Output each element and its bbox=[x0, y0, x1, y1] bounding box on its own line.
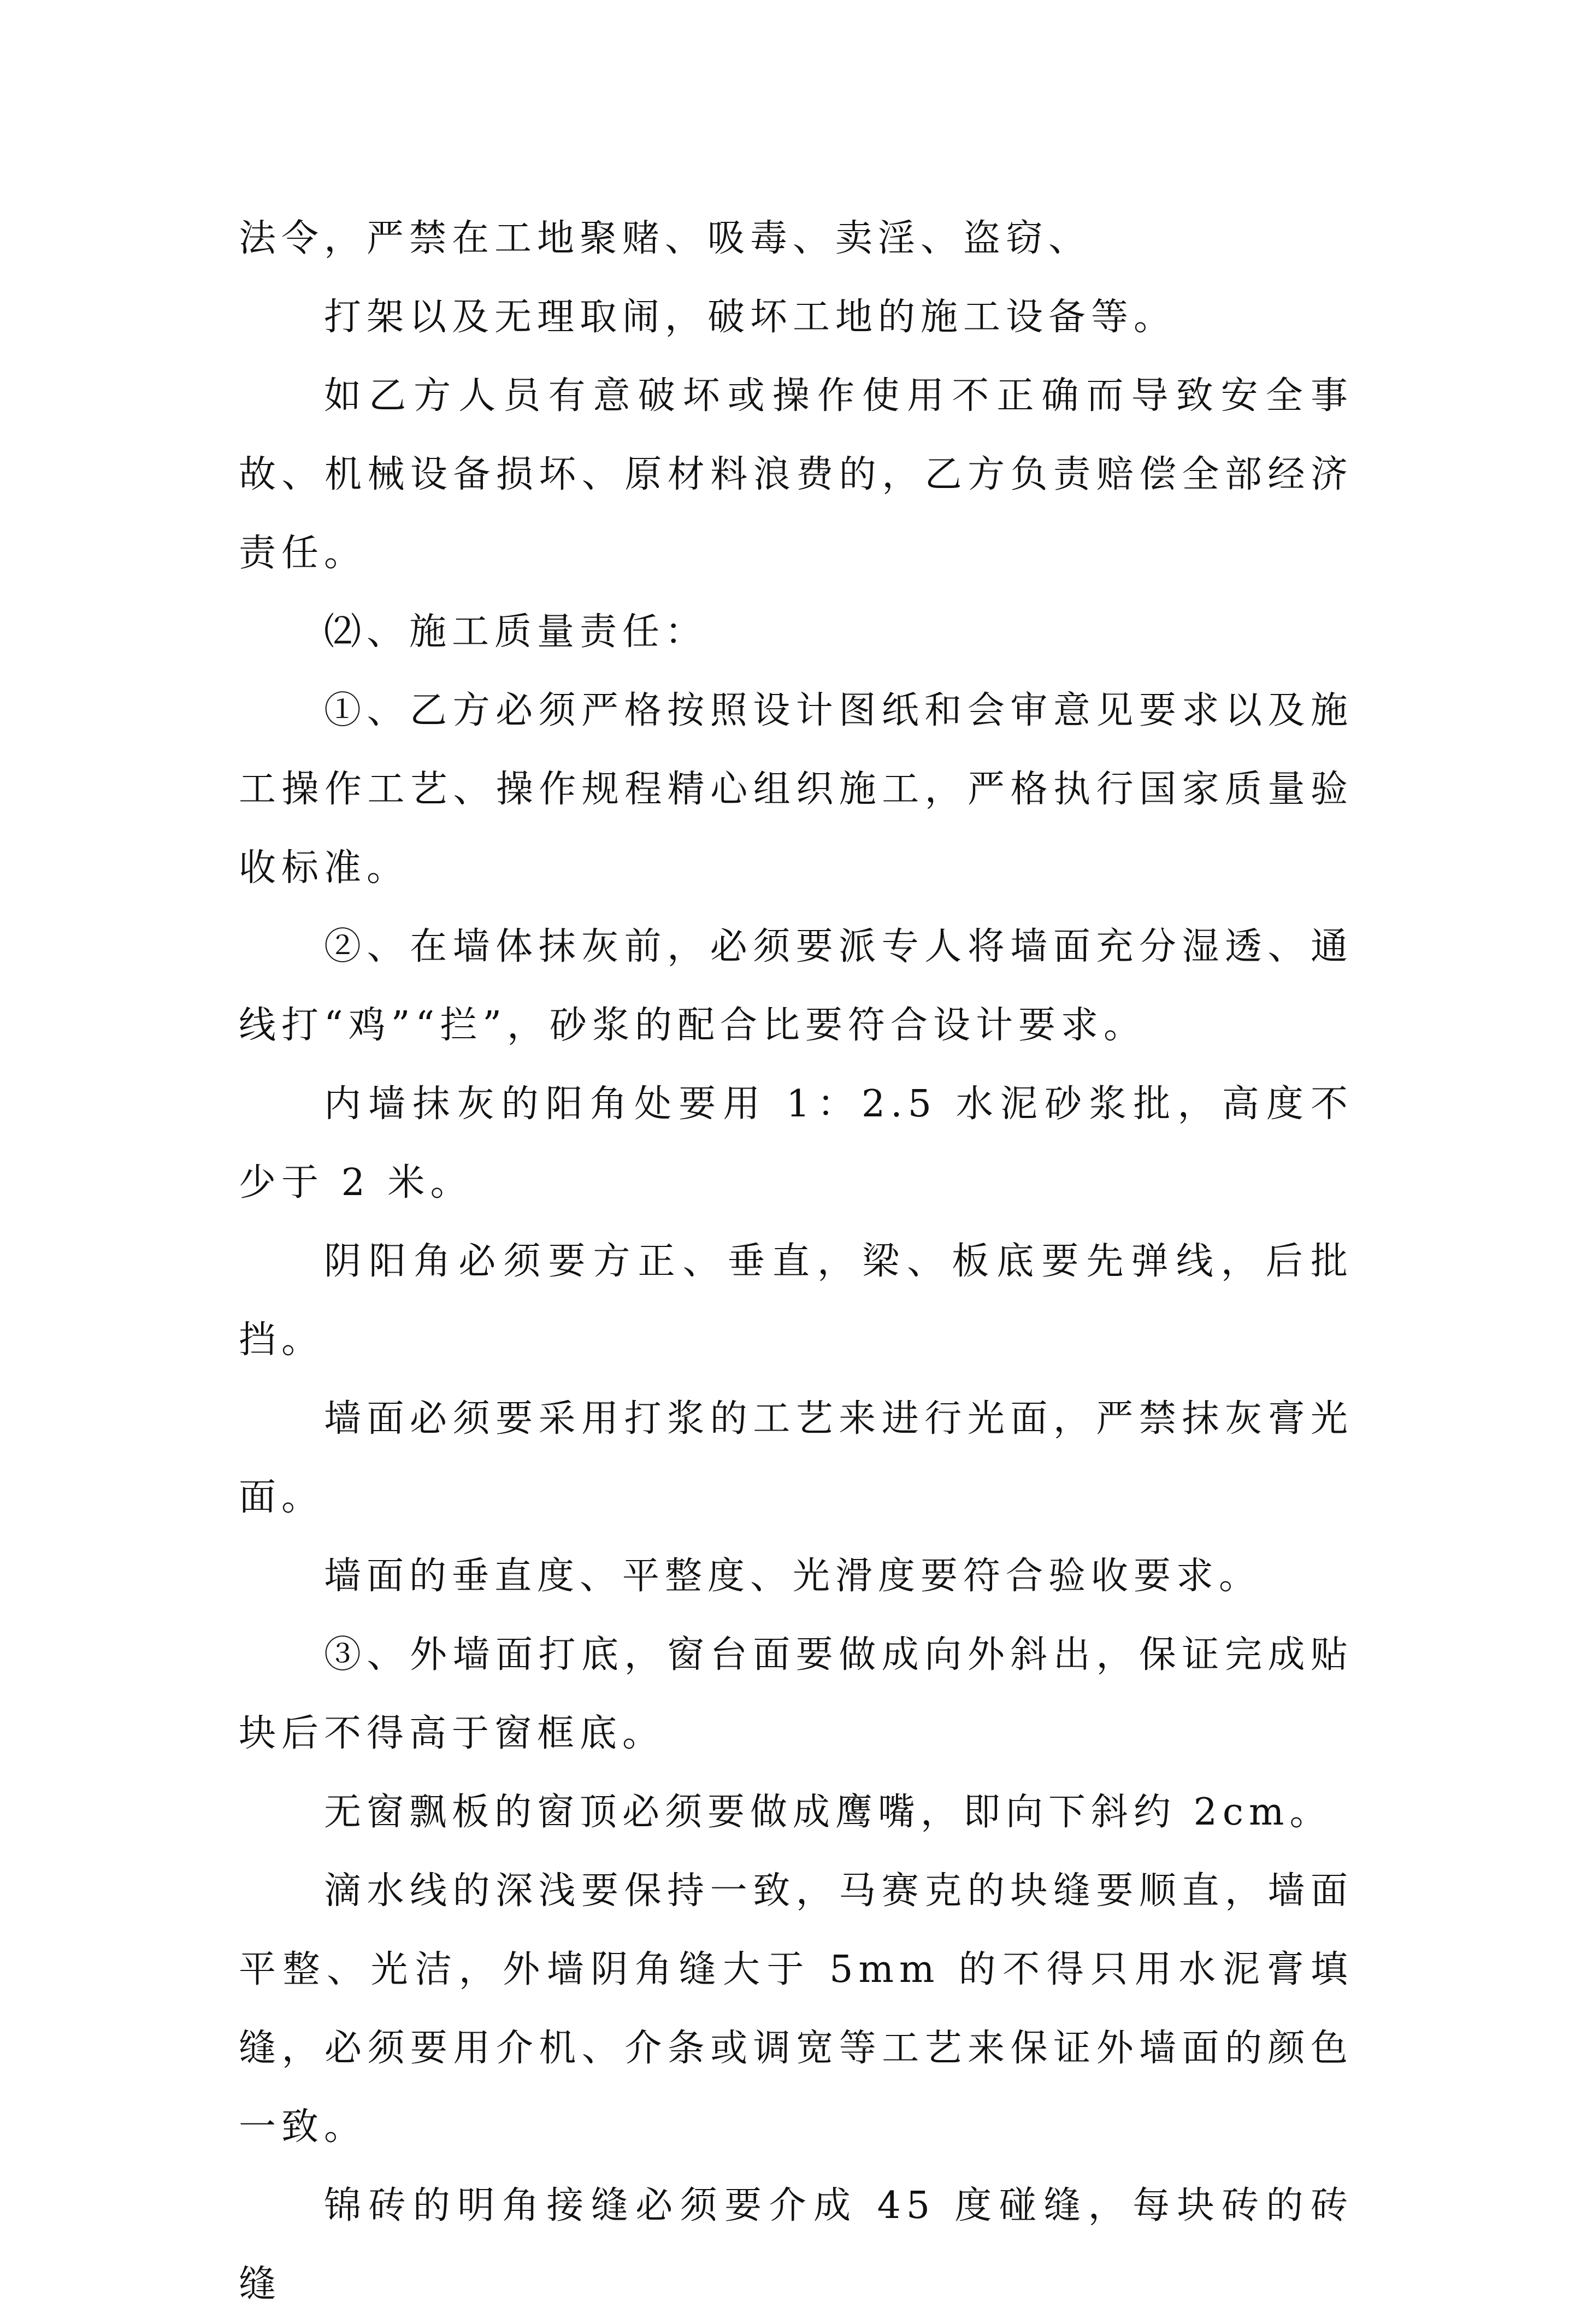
document-body bbox=[239, 199, 1353, 2324]
paragraph-1: 法令，严禁在工地聚赌、吸毒、卖淫、盗窃、 bbox=[239, 217, 1092, 260]
paragraph-12: 无窗飘板的窗顶必须要做成鹰嘴，即向下斜约 2cm。 bbox=[324, 1791, 1332, 1834]
paragraph-11: ③、外墙面打底，窗台面要做成向外斜出，保证完成贴块后不得高于窗框底。 bbox=[239, 1633, 1353, 1755]
paragraph-9: 墙面必须要采用打浆的工艺来进行光面，严禁抹灰膏光面。 bbox=[239, 1397, 1353, 1519]
paragraph-10: 墙面的垂直度、平整度、光滑度要符合验收要求。 bbox=[324, 1555, 1262, 1598]
paragraph-2: 打架以及无理取闹，破坏工地的施工设备等。 bbox=[324, 296, 1177, 339]
paragraph-6: ②、在墙体抹灰前，必须要派专人将墙面充分湿透、通线打“鸡”“拦”，砂浆的配合比要符合设计要求。 bbox=[239, 925, 1353, 1047]
paragraph-14: 锦砖的明角接缝必须要介成 45 度碰缝，每块砖的砖缝 bbox=[239, 2184, 1353, 2306]
paragraph-13: 滴水线的深浅要保持一致，马赛克的块缝要顺直，墙面平整、光洁，外墙阴角缝大于 5mm 的不得只用水泥膏填缝，必须要用介机、介条或调宽等工艺来保证外墙面的颜色一致。 bbox=[239, 1869, 1353, 2149]
section-heading-quality: ⑵、施工质量责任： bbox=[324, 610, 708, 654]
paragraph-3: 如乙方人员有意破坏或操作使用不正确而导致安全事故、机械设备损坏、原材料浪费的，乙方负责赔偿全部经济责任。 bbox=[239, 374, 1353, 575]
paragraph-7: 内墙抹灰的阳角处要用 1：2.5 水泥砂浆批，高度不少于 2 米。 bbox=[239, 1082, 1353, 1204]
paragraph-5: ①、乙方必须严格按照设计图纸和会审意见要求以及施工操作工艺、操作规程精心组织施工，严格执行国家质量验收标准。 bbox=[239, 689, 1353, 890]
paragraph-8: 阴阳角必须要方正、垂直，梁、板底要先弹线，后批挡。 bbox=[239, 1240, 1353, 1362]
